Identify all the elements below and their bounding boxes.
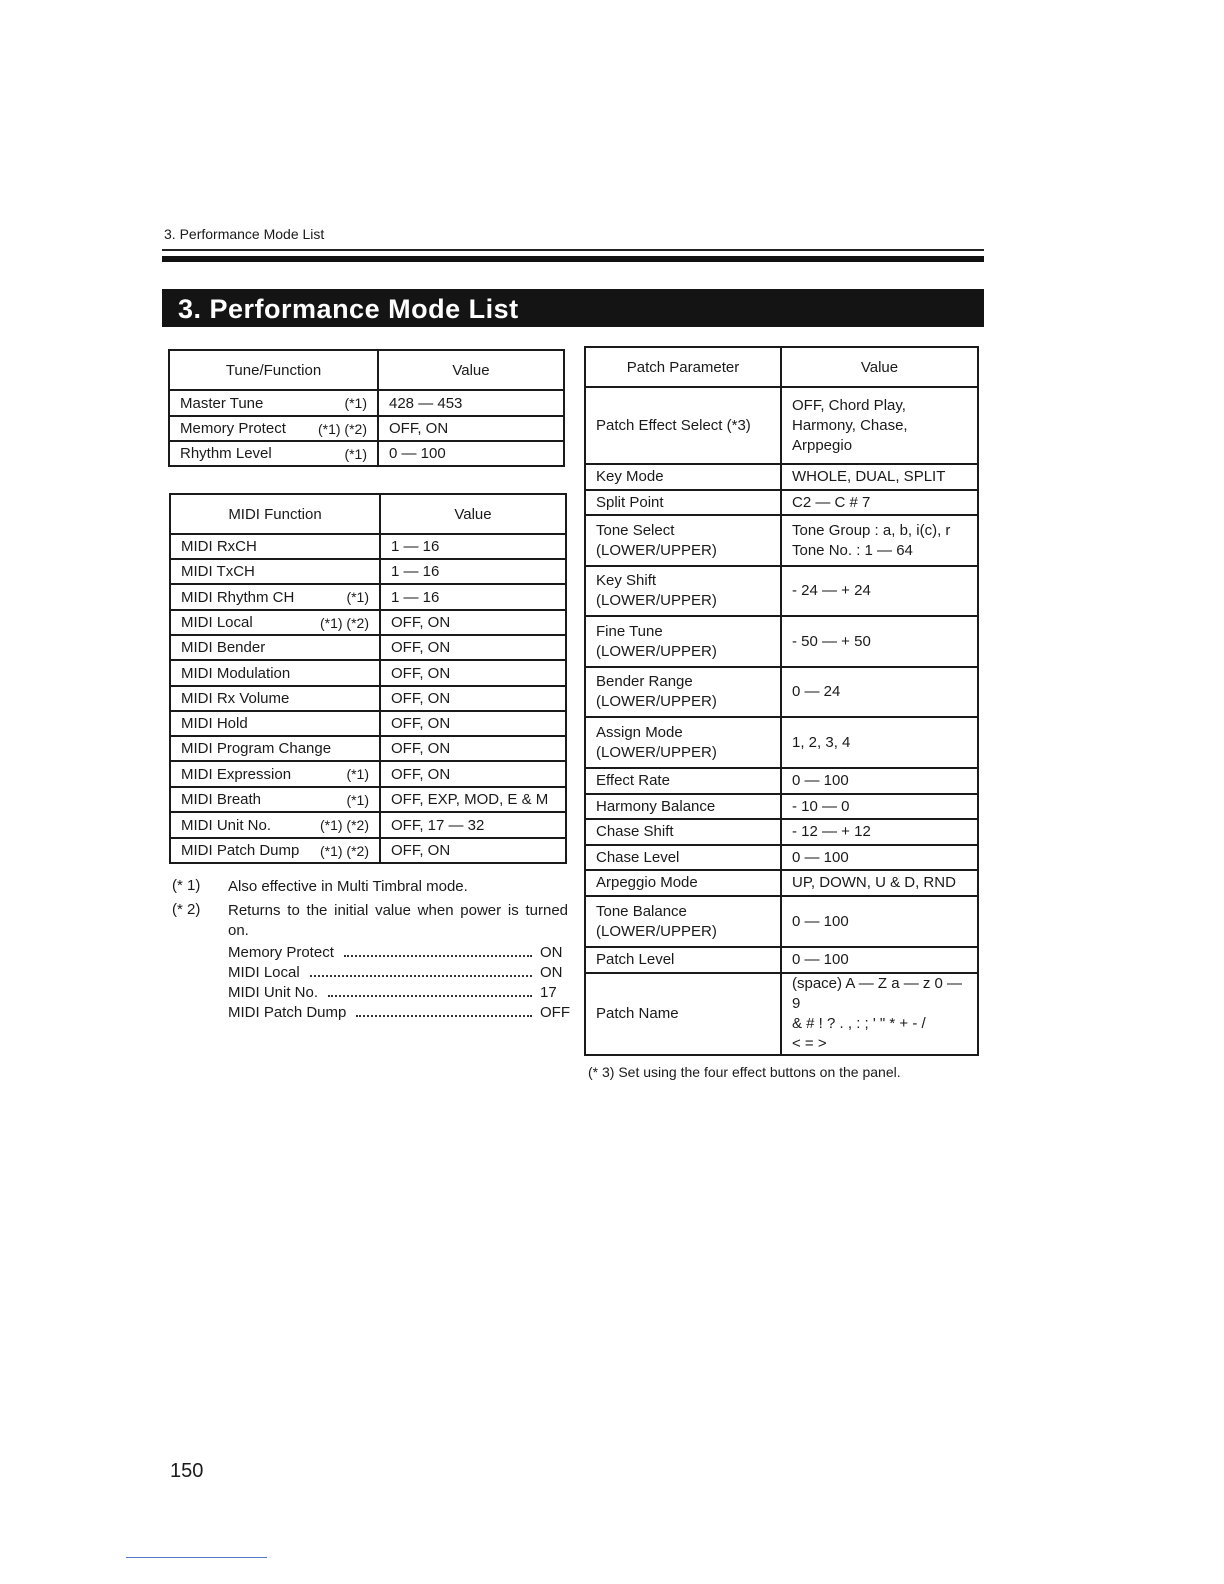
table-row: [170, 584, 566, 610]
footnote-ref: (*1): [344, 395, 367, 411]
table-row: [170, 534, 566, 559]
leader-dots: [310, 975, 532, 977]
table-row: [170, 812, 566, 838]
midi-value-col-header: Value: [380, 494, 566, 534]
leader-dots: [328, 995, 532, 997]
parameter-line: (LOWER/UPPER): [596, 743, 717, 761]
table-row: [585, 515, 978, 566]
header-rule-thin: [162, 249, 984, 251]
patch-col-header: Patch Parameter: [585, 347, 781, 387]
value-cell: OFF, 17 — 32: [380, 812, 566, 838]
function-label: Master Tune: [180, 394, 264, 412]
table-row: [585, 566, 978, 616]
parameter-cell: [585, 973, 781, 1055]
parameter-cell: [585, 947, 781, 973]
parameter-line: Effect Rate: [596, 772, 670, 789]
table-row: [585, 387, 978, 464]
function-cell: [169, 390, 378, 416]
function-label: MIDI Unit No.: [181, 816, 272, 834]
function-cell: [169, 441, 378, 466]
tune-value-col-header: Value: [378, 350, 564, 390]
value-line: - 50 — + 50: [792, 632, 871, 650]
footnote-2: [172, 901, 568, 941]
value-line: - 24 — + 24: [792, 582, 871, 599]
function-cell: [170, 838, 380, 863]
value-cell: OFF, ON: [380, 736, 566, 761]
function-label: MIDI Program Change: [181, 740, 332, 757]
function-label: MIDI Rx Volume: [181, 690, 290, 707]
table-row: [585, 947, 978, 973]
function-cell: [170, 610, 380, 635]
parameter-cell: [585, 896, 781, 947]
parameter-cell: [585, 768, 781, 794]
value-cell: OFF, ON: [380, 635, 566, 660]
parameter-line: Tone Select: [596, 521, 675, 539]
value-cell: [781, 794, 978, 819]
parameter-line: Tone Balance: [596, 902, 687, 920]
table-row: [170, 660, 566, 686]
parameter-cell: [585, 845, 781, 870]
parameter-cell: [585, 819, 781, 845]
function-cell: [170, 660, 380, 686]
parameter-line: (LOWER/UPPER): [596, 922, 717, 940]
function-label: MIDI Modulation: [181, 664, 291, 682]
footnote-ref: (*1): [346, 589, 369, 605]
footnote-ref: (*1): [346, 766, 369, 782]
parameter-line: (LOWER/UPPER): [596, 693, 717, 710]
midi-col-header: MIDI Function: [170, 494, 380, 534]
function-label: Memory Protect: [180, 420, 286, 437]
function-cell: [170, 812, 380, 838]
value-line: Arppegio: [792, 436, 853, 454]
default-item: [228, 943, 568, 963]
parameter-line: (LOWER/UPPER): [596, 592, 717, 609]
value-cell: [781, 819, 978, 845]
default-label: MIDI Local: [228, 964, 300, 981]
value-cell: OFF, ON: [380, 838, 566, 863]
parameter-cell: [585, 490, 781, 515]
value-cell: OFF, ON: [380, 711, 566, 736]
value-cell: [781, 973, 978, 1055]
parameter-line: Assign Mode: [596, 723, 683, 741]
page-number: 150: [170, 1460, 204, 1482]
parameter-cell: [585, 717, 781, 768]
parameter-cell: [585, 464, 781, 490]
value-line: 1, 2, 3, 4: [792, 733, 851, 751]
value-cell: OFF, ON: [378, 416, 564, 441]
table-row: [585, 870, 978, 896]
parameter-line: (LOWER/UPPER): [596, 541, 717, 559]
function-label: MIDI Patch Dump: [181, 842, 300, 859]
parameter-cell: [585, 616, 781, 667]
value-line: < = >: [792, 1035, 827, 1052]
footnote-ref: (*1): [346, 791, 369, 808]
function-label: MIDI Rhythm CH: [181, 588, 295, 606]
parameter-line: Split Point: [596, 493, 664, 511]
table-row: [585, 973, 978, 1055]
table-row: [169, 416, 564, 441]
leader-dots: [344, 955, 532, 957]
table-row: [169, 441, 564, 466]
section-title: 3. Performance Mode List: [178, 294, 519, 324]
parameter-line: Arpeggio Mode: [596, 874, 698, 891]
value-cell: [781, 515, 978, 566]
tune-col-header: Tune/Function: [169, 350, 378, 390]
value-line: 0 — 24: [792, 683, 841, 700]
footnote-2-mark: (* 2): [172, 901, 201, 918]
patch-value-col-header: Value: [781, 347, 978, 387]
function-label: Rhythm Level: [180, 445, 272, 462]
footnote-2-text: Returns to the initial value when power is turned on.: [228, 902, 568, 939]
parameter-cell: [585, 667, 781, 717]
tune-function-table: [168, 349, 565, 467]
function-label: MIDI Bender: [181, 639, 266, 656]
parameter-line: Patch Name: [596, 1005, 679, 1022]
value-cell: [781, 667, 978, 717]
value-line: Tone No. : 1 — 64: [792, 541, 913, 559]
table-row: [585, 845, 978, 870]
value-line: 0 — 100: [792, 951, 849, 968]
parameter-line: Patch Effect Select (*3): [596, 416, 751, 434]
value-cell: 1 — 16: [380, 559, 566, 584]
value-line: - 12 — + 12: [792, 823, 871, 840]
value-cell: [781, 387, 978, 464]
value-line: & # ! ? . , : ; ' " * + - /: [792, 1015, 926, 1032]
default-item: [228, 983, 568, 1003]
value-cell: [781, 717, 978, 768]
value-line: 0 — 100: [792, 772, 849, 789]
function-label: MIDI TxCH: [181, 563, 255, 580]
defaults-list: [228, 943, 568, 1023]
footnote-ref: (*1) (*2): [319, 614, 369, 631]
parameter-line: Key Shift: [596, 572, 657, 589]
function-cell: [170, 787, 380, 812]
function-cell: [170, 534, 380, 559]
parameter-line: Fine Tune: [596, 622, 663, 640]
value-cell: 0 — 100: [378, 441, 564, 466]
value-line: 0 — 100: [792, 912, 849, 930]
parameter-cell: [585, 794, 781, 819]
default-value: ON: [540, 964, 563, 981]
table-row: [170, 838, 566, 863]
table-row: [170, 736, 566, 761]
table-row: [585, 768, 978, 794]
footnote-ref: (*1) (*2): [319, 817, 369, 833]
table-row: [585, 667, 978, 717]
leader-dots: [356, 1015, 532, 1017]
parameter-line: Chase Level: [596, 848, 680, 866]
function-cell: [170, 686, 380, 711]
parameter-line: Harmony Balance: [596, 797, 716, 815]
function-label: MIDI Hold: [181, 715, 248, 732]
parameter-cell: [585, 566, 781, 616]
value-cell: [781, 490, 978, 515]
function-label: MIDI RxCH: [181, 538, 257, 555]
default-item: [228, 1003, 568, 1023]
table-row: [170, 686, 566, 711]
function-cell: [170, 761, 380, 787]
header-rule-thick: [162, 256, 984, 262]
function-cell: [170, 584, 380, 610]
value-line: UP, DOWN, U & D, RND: [792, 874, 956, 891]
default-label: MIDI Unit No.: [228, 984, 319, 1001]
default-label: MIDI Patch Dump: [228, 1004, 347, 1021]
value-cell: [781, 464, 978, 490]
parameter-cell: [585, 387, 781, 464]
parameter-cell: [585, 870, 781, 896]
running-head: 3. Performance Mode List: [164, 226, 325, 242]
footnote-3: (* 3) Set using the four effect buttons on the panel.: [588, 1064, 901, 1080]
table-row: [170, 610, 566, 635]
value-cell: [781, 870, 978, 896]
value-cell: [781, 768, 978, 794]
table-row: [585, 464, 978, 490]
value-line: OFF, Chord Play,: [792, 396, 906, 414]
table-row: [170, 787, 566, 812]
table-row: [170, 559, 566, 584]
value-cell: 1 — 16: [380, 534, 566, 559]
table-row: [169, 390, 564, 416]
table-row: [585, 819, 978, 845]
value-line: C2 — C # 7: [792, 493, 871, 511]
parameter-line: Bender Range: [596, 673, 693, 690]
table-row: [585, 616, 978, 667]
function-label: MIDI Local: [181, 614, 253, 631]
table-row: [170, 761, 566, 787]
default-label: Memory Protect: [228, 944, 334, 961]
patch-parameter-table: [584, 346, 979, 1056]
function-cell: [170, 559, 380, 584]
value-line: WHOLE, DUAL, SPLIT: [792, 468, 946, 485]
parameter-line: (LOWER/UPPER): [596, 642, 717, 660]
default-item: [228, 963, 568, 983]
value-cell: 428 — 453: [378, 390, 564, 416]
footnote-1: [172, 877, 568, 897]
parameter-line: Chase Shift: [596, 823, 674, 840]
table-row: [585, 490, 978, 515]
value-line: Harmony, Chase,: [792, 416, 908, 434]
footnote-ref: (*1) (*2): [319, 842, 369, 859]
value-cell: [781, 616, 978, 667]
value-line: - 10 — 0: [792, 797, 850, 815]
value-line: 0 — 100: [792, 848, 849, 866]
default-value: OFF: [540, 1004, 570, 1021]
function-cell: [170, 711, 380, 736]
value-cell: OFF, ON: [380, 761, 566, 787]
parameter-cell: [585, 515, 781, 566]
default-value: ON: [540, 944, 563, 961]
value-cell: 1 — 16: [380, 584, 566, 610]
footnote-1-mark: (* 1): [172, 877, 201, 894]
function-label: MIDI Expression: [181, 765, 292, 783]
function-cell: [169, 416, 378, 441]
function-label: MIDI Breath: [181, 791, 262, 808]
value-cell: [781, 896, 978, 947]
function-cell: [170, 635, 380, 660]
parameter-line: Patch Level: [596, 951, 675, 968]
value-cell: [781, 845, 978, 870]
table-row: [170, 711, 566, 736]
section-banner: [162, 289, 984, 327]
value-line: Tone Group : a, b, i(c), r: [792, 521, 951, 539]
value-cell: [781, 566, 978, 616]
value-cell: [781, 947, 978, 973]
value-cell: OFF, ON: [380, 686, 566, 711]
midi-function-table: [169, 493, 567, 864]
value-cell: OFF, ON: [380, 610, 566, 635]
footnote-1-text: Also effective in Multi Timbral mode.: [228, 878, 468, 895]
table-row: [585, 794, 978, 819]
table-row: [170, 635, 566, 660]
footnote-ref: (*1): [344, 445, 367, 462]
table-row: [585, 717, 978, 768]
footnote-ref: (*1) (*2): [317, 420, 367, 437]
parameter-line: Key Mode: [596, 468, 664, 485]
value-cell: OFF, EXP, MOD, E & M: [380, 787, 566, 812]
value-cell: OFF, ON: [380, 660, 566, 686]
table-row: [585, 896, 978, 947]
bottom-rule: [126, 1557, 267, 1558]
value-line: (space) A — Z a — z 0 — 9: [792, 975, 963, 1012]
default-value: 17: [540, 984, 557, 1001]
footnotes: [172, 877, 568, 1023]
function-cell: [170, 736, 380, 761]
